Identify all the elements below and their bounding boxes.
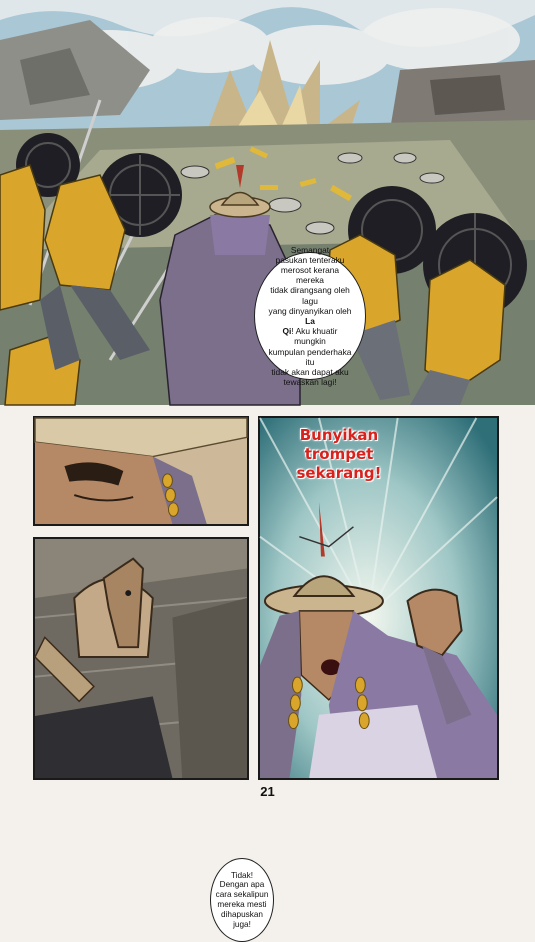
speech-line: pasukan tenteraku <box>275 254 345 265</box>
speech-line: tidak akan dapat aku <box>271 367 349 378</box>
speech-text-officer <box>216 871 269 930</box>
panel-battle-scene <box>0 0 535 405</box>
speech-bold-name: Qi <box>282 326 292 337</box>
speech-line: Semangat <box>290 244 330 255</box>
speech-line: tewaskan lagi! <box>283 377 337 388</box>
shout-line: trompet <box>304 445 374 463</box>
page-number: 21 <box>260 784 275 799</box>
panel-commander-shouting <box>258 416 499 780</box>
speech-line: Dengan apa <box>219 880 265 890</box>
speech-line: kumpulan penderhaka itu <box>268 346 352 367</box>
speech-line: cara sekalipun <box>215 890 269 900</box>
speech-bubble-commander <box>254 244 366 388</box>
panel-horse-carving <box>33 537 249 780</box>
speech-text-commander <box>267 245 353 388</box>
speech-bold-name: La <box>305 316 315 326</box>
speech-line: dihapuskan <box>221 909 263 919</box>
speech-line: ! Aku khuatir mungkin <box>291 326 338 347</box>
shout-line: sekarang! <box>296 464 382 482</box>
speech-line: Tidak! <box>230 870 253 880</box>
shout-line: Bunyikan <box>299 426 379 444</box>
speech-line: yang dinyanyikan oleh <box>268 305 352 316</box>
speech-line: merosot kerana mereka <box>280 264 340 286</box>
speech-bubble-officer <box>210 858 274 942</box>
shout-text <box>274 426 404 483</box>
speech-line: mereka mesti <box>217 900 267 909</box>
speech-line: juga! <box>233 919 251 929</box>
speech-line: tidak dirangsang oleh lagu <box>270 285 350 306</box>
commander-face-illustration <box>35 418 247 524</box>
horse-carving-illustration <box>35 539 247 778</box>
